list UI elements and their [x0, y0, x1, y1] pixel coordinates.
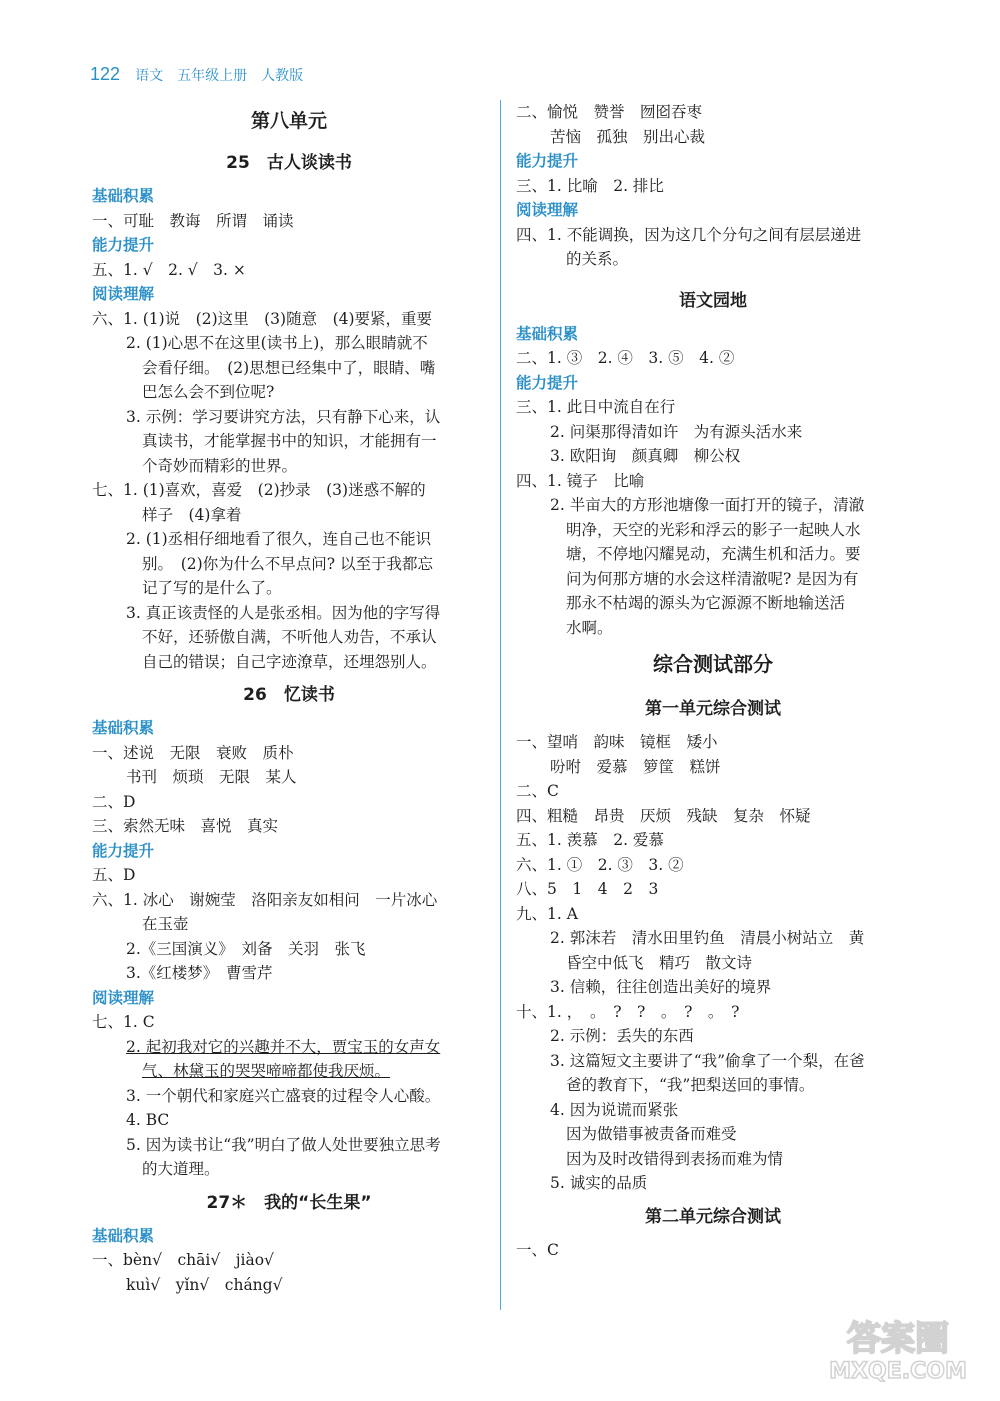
answer-line: 九、1. A — [516, 904, 578, 923]
section-heading: 基础积累 — [92, 187, 155, 205]
part-title: 综合测试部分 — [653, 652, 773, 676]
answer-line: 爸的教育下，“我”把梨送回的事情。 — [566, 1076, 815, 1094]
lesson-title: 25 古人谈读书 — [226, 153, 352, 173]
answer-line: 六、1. 冰心 谢婉莹 洛阳亲友如相问 一片冰心 — [92, 890, 438, 909]
answer-line: 在玉壶 — [142, 915, 189, 933]
answer-line: 六、1. (1)说 (2)这里 (3)随意 (4)要紧，重要 — [92, 309, 433, 328]
answer-line: 问为何那方塘的水会这样清澈呢? 是因为有 — [566, 569, 859, 588]
page-number: 122 — [90, 64, 121, 84]
right-column — [516, 100, 910, 1262]
answer-line: 一、述说 无限 衰败 质朴 — [92, 743, 294, 762]
answer-line: 2. 起初我对它的兴趣并不大，贾宝玉的女声女 — [126, 1037, 441, 1056]
answer-line: 3. 欧阳询 颜真卿 柳公权 — [550, 447, 741, 465]
answer-line: 2. (1)心思不在这里(读书上)，那么眼睛就不 — [126, 334, 428, 352]
answer-line: 三、1. 比喻 2. 排比 — [516, 176, 664, 195]
section-heading: 阅读理解 — [516, 201, 579, 219]
answer-line: 塘，不停地闪耀晃动，充满生机和活力。要 — [566, 545, 861, 563]
section-heading: 能力提升 — [516, 152, 579, 170]
section-heading: 基础积累 — [516, 324, 579, 343]
section-heading: 能力提升 — [92, 236, 155, 254]
answer-line: 2. 示例：丢失的东西 — [550, 1027, 694, 1045]
answer-line: 4. BC — [126, 1111, 170, 1129]
section-heading: 阅读理解 — [92, 988, 155, 1007]
answer-line: 四、1. 镜子 比喻 — [516, 471, 645, 490]
answer-line: 三、索然无味 喜悦 真实 — [92, 817, 279, 835]
answer-line: 一、可耻 教诲 所谓 诵读 — [92, 211, 294, 230]
answer-line: 4. 因为说谎而紧张 — [550, 1100, 679, 1119]
answer-line: 吩咐 爱慕 箩筐 糕饼 — [550, 757, 721, 776]
answer-line: 书刊 烦琐 无限 某人 — [126, 768, 297, 786]
lesson-title: 26 忆读书 — [243, 685, 335, 705]
answer-line: 巴怎么会不到位呢? — [142, 383, 275, 401]
answer-line: 气、林黛玉的哭哭啼啼都使我厌烦。 — [142, 1062, 391, 1080]
answer-line: 5. 因为读书让“我”明白了做人处世要独立思考 — [126, 1135, 441, 1154]
answer-line: 真读书，才能掌握书中的知识，才能拥有一 — [142, 432, 437, 450]
section-heading: 能力提升 — [92, 841, 155, 860]
answer-line: 2. (1)丞相仔细地看了很久，连自己也不能识 — [126, 530, 432, 548]
answer-line: 五、1. √ 2. √ 3. × — [92, 260, 246, 279]
answer-line: 昏空中低飞 精巧 散文诗 — [566, 953, 753, 972]
watermark-logo — [818, 1310, 978, 1384]
left-column — [92, 100, 486, 1297]
answer-line: 会看仔细。 (2)思想已经集中了，眼睛、嘴 — [142, 358, 436, 377]
watermark-text-cn: 答案圈 — [847, 1319, 949, 1359]
answer-line: 2. 郭沫若 清水田里钓鱼 清晨小树站立 黄 — [550, 929, 865, 947]
answer-line: 二、C — [516, 782, 559, 800]
column-divider — [500, 100, 501, 1310]
answer-line: 的关系。 — [566, 250, 629, 268]
answer-line: 苦恼 孤独 别出心裁 — [550, 127, 706, 146]
answer-line: 别。 (2)你为什么不早点问? 以至于我都忘 — [142, 554, 433, 573]
answer-line: 因为及时改错得到表扬而难为情 — [566, 1149, 784, 1168]
answer-line: 2. 问渠那得清如许 为有源头活水来 — [550, 422, 803, 441]
answer-line: 六、1. ① 2. ③ 3. ② — [516, 855, 684, 874]
answer-line: 不好，还骄傲自满，不听他人劝告，不承认 — [142, 628, 437, 646]
answer-line: 二、1. ③ 2. ④ 3. ⑤ 4. ② — [516, 349, 735, 367]
answer-line: 个奇妙而精彩的世界。 — [142, 456, 298, 475]
section-heading: 基础积累 — [92, 1226, 155, 1245]
answer-line: 四、1. 不能调换，因为这几个分句之间有层层递进 — [516, 225, 862, 244]
lesson-title: 语文园地 — [679, 290, 747, 311]
answer-line: 三、1. 此日中流自在行 — [516, 398, 676, 416]
answer-line: 一、bèn√ chāi√ jiào√ — [92, 1251, 274, 1269]
answer-line: 一、C — [516, 1240, 559, 1259]
section-heading: 能力提升 — [516, 373, 579, 392]
section-heading: 基础积累 — [92, 719, 155, 737]
answer-line: 自己的错误；自己字迹潦草，还埋怨别人。 — [142, 652, 437, 671]
answer-line: 那永不枯竭的源头为它源源不断地输送活 — [566, 594, 846, 612]
book-info: 语文 五年级上册 人教版 — [135, 68, 304, 84]
answer-line: 七、1. (1)喜欢，喜爱 (2)抄录 (3)迷惑不解的 — [92, 481, 426, 499]
answer-line: 5. 诚实的品质 — [550, 1174, 648, 1192]
answer-line: kuì√ yǐn√ cháng√ — [126, 1275, 283, 1294]
answer-line: 五、1. 羡慕 2. 爱慕 — [516, 831, 664, 849]
unit-title: 第八单元 — [250, 110, 327, 132]
answer-line: 3. 示例：学习要讲究方法，只有静下心来，认 — [126, 407, 441, 426]
lesson-title: 27＊ 我的“长生果” — [206, 1192, 372, 1213]
answer-line: 2.《三国演义》 刘备 关羽 张飞 — [126, 939, 366, 958]
answer-line: 水啊。 — [566, 618, 613, 637]
answer-line: 3. 这篇短文主要讲了“我”偷拿了一个梨，在爸 — [550, 1051, 865, 1070]
lesson-title: 第二单元综合测试 — [645, 1206, 781, 1227]
answer-line: 八、5 1 4 2 3 — [516, 880, 659, 898]
answer-line: 因为做错事被责备而难受 — [566, 1125, 737, 1143]
answer-line: 3. 真正该责怪的人是张丞相。因为他的字写得 — [126, 603, 441, 622]
answer-line: 一、望哨 韵味 镜框 矮小 — [516, 733, 718, 751]
answer-line: 五、D — [92, 866, 136, 884]
watermark-text-url: MXQE.COM — [829, 1359, 967, 1384]
answer-line: 3. 一个朝代和家庭兴亡盛衰的过程令人心酸。 — [126, 1086, 441, 1105]
lesson-title: 第一单元综合测试 — [645, 699, 781, 719]
answer-line: 样子 (4)拿着 — [142, 505, 242, 524]
answer-line: 十、1. ， 。 ? ? 。 ? 。 ? — [516, 1002, 740, 1021]
spacer — [516, 272, 910, 280]
answer-line: 四、粗糙 昂贵 厌烦 残缺 复杂 怀疑 — [516, 806, 811, 825]
answer-line: 2. 半亩大的方形池塘像一面打开的镜子，清澈 — [550, 496, 865, 514]
page-header — [90, 64, 303, 92]
answer-line: 记了写的是什么了。 — [142, 579, 282, 597]
answer-line: 二、D — [92, 792, 136, 811]
section-heading: 阅读理解 — [92, 285, 155, 303]
answer-line: 的大道理。 — [142, 1160, 220, 1178]
answer-line: 七、1. C — [92, 1013, 155, 1031]
answer-line: 3. 信赖，往往创造出美好的境界 — [550, 978, 772, 996]
answer-line: 明净，天空的光彩和浮云的影子一起映人水 — [566, 520, 861, 539]
answer-line: 3.《红楼梦》 曹雪芹 — [126, 964, 273, 982]
answer-line: 二、愉悦 赞誉 囫囵吞枣 — [516, 103, 703, 121]
